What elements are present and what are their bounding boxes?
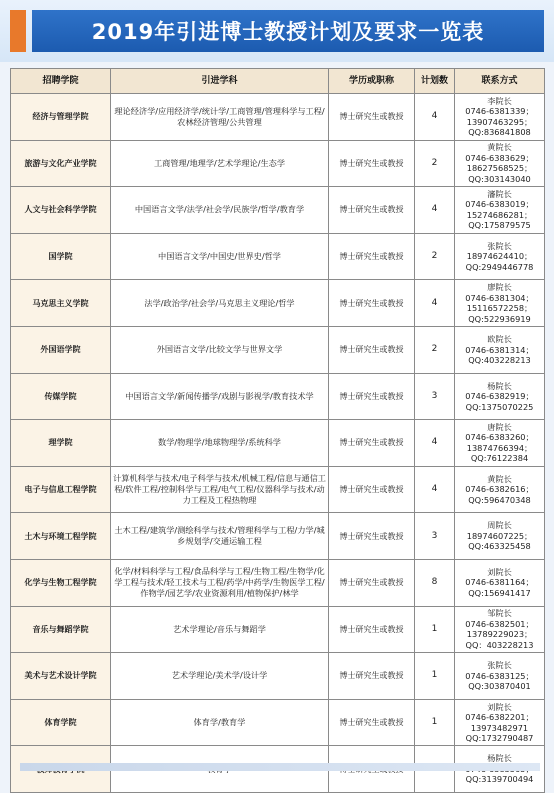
subjects-cell: 中国语言文学/中国史/世界史/哲学	[111, 233, 329, 280]
degree-cell: 博士研究生或教授	[329, 699, 415, 746]
count-cell: 2	[415, 326, 455, 373]
contact-line: 欧院长	[487, 334, 512, 345]
table-body	[11, 94, 545, 793]
contact-line: 18974607225；	[466, 530, 533, 541]
college-cell: 人文与社会科学学院	[11, 187, 111, 234]
contact-line: QQ:2949446778	[465, 261, 534, 272]
college-cell: 电子与信息工程学院	[11, 466, 111, 513]
degree-cell: 博士研究生或教授	[329, 373, 415, 420]
subjects-cell: 体育学/教育学	[111, 699, 329, 746]
contact-line: 张院长	[487, 660, 512, 671]
college-cell: 理学院	[11, 420, 111, 467]
subjects-cell: 理论经济学/应用经济学/统计学/工商管理/管理科学与工程/农林经济管理/公共管理	[111, 94, 329, 141]
contact-line: QQ:463325458	[468, 541, 531, 552]
college-cell: 外国语学院	[11, 326, 111, 373]
contact-line: 廖院长	[487, 282, 512, 293]
subjects-cell: 中国语言文学/新闻传播学/戏剧与影视学/教育技术学	[111, 373, 329, 420]
subjects-cell: 工商管理/地理学/艺术学理论/生态学	[111, 140, 329, 187]
footer-strip	[20, 763, 540, 771]
table-row	[11, 420, 545, 467]
contact-line: 黄院长	[487, 473, 512, 484]
contact-line: 邹院长	[487, 608, 512, 619]
contact-line: 13874766394；	[466, 442, 533, 453]
subjects-cell: 中国语言文学/法学/社会学/民族学/哲学/教育学	[111, 187, 329, 234]
table-row	[11, 606, 545, 653]
degree-cell: 博士研究生或教授	[329, 233, 415, 280]
table-row	[11, 559, 545, 606]
table-row	[11, 326, 545, 373]
college-cell: 美术与艺术设计学院	[11, 653, 111, 700]
contact-cell	[455, 94, 545, 141]
contact-line: 瀋院长	[487, 188, 512, 199]
college-cell: 国学院	[11, 233, 111, 280]
contact-line: QQ:303143040	[468, 173, 531, 184]
count-cell: 4	[415, 420, 455, 467]
contact-cell	[455, 233, 545, 280]
header-degree: 学历或职称	[329, 69, 415, 94]
table-row	[11, 140, 545, 187]
contact-line: QQ:1732790487	[465, 733, 534, 744]
table-row	[11, 233, 545, 280]
contact-cell	[455, 606, 545, 653]
contact-line: 唐院长	[487, 421, 512, 432]
degree-cell: 博士研究生或教授	[329, 280, 415, 327]
footer-bar	[20, 763, 540, 771]
subjects-cell: 艺术学理论/音乐与舞蹈学	[111, 606, 329, 653]
contact-line: 15274686281；	[466, 209, 533, 220]
subjects-cell: 土木工程/建筑学/测绘科学与技术/管理科学与工程/力学/城乡规划学/交通运输工程	[111, 513, 329, 560]
title-bar	[32, 10, 544, 52]
contact-line: 0746-6383019；	[465, 199, 534, 210]
contact-line: 杨院长	[487, 753, 512, 764]
contact-line: QQ:1375070225	[465, 401, 534, 412]
contact-line: 0746-6382616；	[465, 484, 534, 495]
table-header-row	[11, 69, 545, 94]
count-cell: 4	[415, 280, 455, 327]
contact-line: QQ:156941417	[468, 587, 531, 598]
count-cell: 4	[415, 466, 455, 513]
degree-cell: 博士研究生或教授	[329, 653, 415, 700]
contact-cell	[455, 373, 545, 420]
contact-cell	[455, 140, 545, 187]
count-cell: 4	[415, 94, 455, 141]
contact-line: 0746-6383260；	[465, 432, 534, 443]
table-row	[11, 94, 545, 141]
count-cell: 1	[415, 699, 455, 746]
contact-line: 15116572258；	[466, 303, 533, 314]
title-banner	[0, 0, 554, 62]
contact-cell	[455, 280, 545, 327]
table-row	[11, 280, 545, 327]
college-cell: 音乐与舞蹈学院	[11, 606, 111, 653]
contact-line: QQ:3139700494	[465, 774, 534, 785]
college-cell: 马克思主义学院	[11, 280, 111, 327]
table-row	[11, 513, 545, 560]
college-cell: 化学与生物工程学院	[11, 559, 111, 606]
degree-cell: 博士研究生或教授	[329, 326, 415, 373]
contact-cell	[455, 699, 545, 746]
contact-line: 13907463295；	[466, 116, 533, 127]
contact-cell	[455, 559, 545, 606]
college-cell: 传媒学院	[11, 373, 111, 420]
contact-cell	[455, 187, 545, 234]
count-cell: 8	[415, 559, 455, 606]
contact-line: 13973482971	[470, 722, 529, 733]
count-cell: 1	[415, 606, 455, 653]
degree-cell: 博士研究生或教授	[329, 187, 415, 234]
accent-bar	[10, 10, 26, 52]
contact-line: 0746-6382919；	[465, 391, 534, 402]
table-row	[11, 373, 545, 420]
contact-line: 0746-6383629；	[465, 152, 534, 163]
table-row	[11, 466, 545, 513]
degree-cell: 博士研究生或教授	[329, 94, 415, 141]
contact-line: 周院长	[487, 520, 512, 531]
contact-line: 刘院长	[487, 701, 512, 712]
count-cell: 2	[415, 140, 455, 187]
contact-line: QQ:522936919	[468, 313, 531, 324]
degree-cell: 博士研究生或教授	[329, 513, 415, 560]
subjects-cell: 计算机科学与技术/电子科学与技术/机械工程/信息与通信工程/软件工程/控制科学与工程/电气工程/仪器科学与技术/动力工程及工程热物理	[111, 466, 329, 513]
contact-line: QQ:76122384	[470, 453, 529, 464]
contact-line: 张院长	[487, 240, 512, 251]
plan-table-container	[10, 68, 544, 793]
header-count: 计划数	[415, 69, 455, 94]
contact-cell	[455, 513, 545, 560]
contact-line: 18627568525；	[466, 163, 533, 174]
contact-line: QQ：403228213	[465, 639, 534, 650]
contact-line: 0746-6381164；	[465, 577, 534, 588]
subjects-cell: 法学/政治学/社会学/马克思主义理论/哲学	[111, 280, 329, 327]
header-subjects: 引进学科	[111, 69, 329, 94]
contact-cell	[455, 326, 545, 373]
subjects-cell: 艺术学理论/美术学/设计学	[111, 653, 329, 700]
contact-line: 李院长	[487, 95, 512, 106]
contact-line: 0746-6382501；	[465, 618, 534, 629]
contact-line: 0746-6381339；	[465, 106, 534, 117]
contact-line: 0746-6382201；	[465, 712, 534, 723]
degree-cell: 博士研究生或教授	[329, 140, 415, 187]
contact-line: 黄院长	[487, 142, 512, 153]
college-cell: 经济与管理学院	[11, 94, 111, 141]
degree-cell: 博士研究生或教授	[329, 559, 415, 606]
page-title: 2019年引进博士教授计划及要求一览表	[91, 20, 485, 44]
contact-line: 0746-6381314；	[465, 344, 534, 355]
contact-line: QQ:403228213	[468, 355, 531, 366]
subjects-cell: 外国语言文学/比较文学与世界文学	[111, 326, 329, 373]
subjects-cell: 数学/物理学/地球物理学/系统科学	[111, 420, 329, 467]
contact-line: QQ:303870401	[468, 681, 531, 692]
contact-line: 杨院长	[487, 380, 512, 391]
contact-line: 13789229023；	[466, 629, 533, 640]
contact-line: 刘院长	[487, 566, 512, 577]
college-cell: 旅游与文化产业学院	[11, 140, 111, 187]
count-cell: 1	[415, 653, 455, 700]
contact-line: 0746-6381304；	[465, 292, 534, 303]
college-cell: 体育学院	[11, 699, 111, 746]
header-contact: 联系方式	[455, 69, 545, 94]
contact-cell	[455, 653, 545, 700]
header-college: 招聘学院	[11, 69, 111, 94]
contact-cell	[455, 466, 545, 513]
contact-line: 18974624410；	[466, 251, 533, 262]
table-row	[11, 187, 545, 234]
count-cell: 4	[415, 187, 455, 234]
contact-line: QQ:175879575	[468, 220, 531, 231]
table-row	[11, 653, 545, 700]
contact-line: QQ:836841808	[468, 127, 531, 138]
degree-cell: 博士研究生或教授	[329, 420, 415, 467]
count-cell: 3	[415, 513, 455, 560]
contact-line: QQ:596470348	[468, 494, 531, 505]
table-row	[11, 699, 545, 746]
contact-cell	[455, 420, 545, 467]
degree-cell: 博士研究生或教授	[329, 466, 415, 513]
subjects-cell: 化学/材料科学与工程/食品科学与工程/生物工程/生物学/化学工程与技术/轻工技术与工程/药学/中药学/生物医学工程/作物学/园艺学/农业资源利用/植物保护/林学	[111, 559, 329, 606]
contact-line: 0746-6383125；	[465, 670, 534, 681]
degree-cell: 博士研究生或教授	[329, 606, 415, 653]
count-cell: 3	[415, 373, 455, 420]
college-cell: 土木与环境工程学院	[11, 513, 111, 560]
recruitment-plan-table	[10, 68, 545, 793]
count-cell: 2	[415, 233, 455, 280]
